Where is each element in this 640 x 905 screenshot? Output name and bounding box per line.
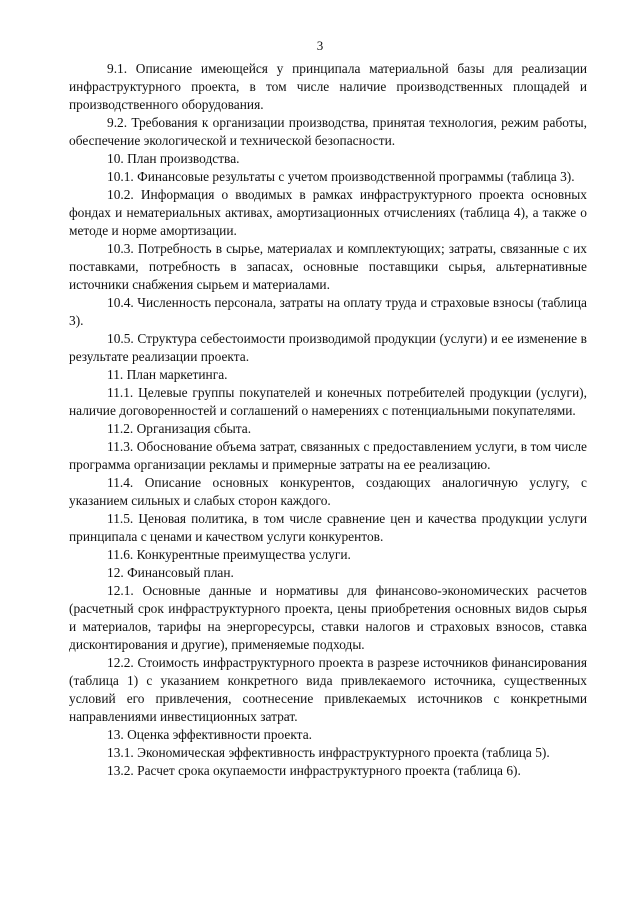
paragraph-10-2: 10.2. Информация о вводимых в рамках инфраструктурного проекта основных фондах и нематериальных активах, амортизационных отчислениях (таблица 4), а также о методе и норме амортизации.: [69, 187, 587, 238]
paragraph-11-2: 11.2. Организация сбыта.: [107, 421, 252, 436]
paragraph-11-1: 11.1. Целевые группы покупателей и конечных потребителей продукции (услуги), наличие договоренностей и соглашений о намерениях с потенциальными покупателями.: [69, 385, 587, 418]
document-body: [69, 60, 587, 780]
section-heading-12: 12. Финансовый план.: [107, 565, 234, 580]
paragraph-10-3: 10.3. Потребность в сырье, материалах и комплектующих; затраты, связанные с их поставками, потребность в запасах, основные поставщики сырья, альтернативные источники снабжения сырьем и материалами.: [69, 241, 587, 292]
section-heading-13: 13. Оценка эффективности проекта.: [107, 727, 312, 742]
paragraph-12-1: 12.1. Основные данные и нормативы для финансово-экономических расчетов (расчетный срок инфраструктурного проекта, цены приобретения основных видов сырья и материалов, тарифы на энергоресурсы, ставки налогов и страховых взносов, ставка дисконтирования и другие), применяемые подходы.: [69, 583, 587, 652]
paragraph-13-2: 13.2. Расчет срока окупаемости инфраструктурного проекта (таблица 6).: [107, 763, 521, 778]
paragraph-10-1: 10.1. Финансовые результаты с учетом производственной программы (таблица 3).: [107, 169, 575, 184]
section-heading-11: 11. План маркетинга.: [107, 367, 228, 382]
page-number: 3: [316, 38, 324, 53]
paragraph-9-1: 9.1. Описание имеющейся у принципала материальной базы для реализации инфраструктурного проекта, в том числе наличие производственных площадей и производственного оборудования.: [69, 61, 587, 112]
paragraph-11-5: 11.5. Ценовая политика, в том числе сравнение цен и качества продукции услуги принципала с ценами и качеством услуги конкурентов.: [69, 511, 587, 544]
paragraph-10-4: 10.4. Численность персонала, затраты на оплату труда и страховые взносы (таблица 3).: [69, 295, 587, 328]
paragraph-11-4: 11.4. Описание основных конкурентов, создающих аналогичную услугу, с указанием сильных и слабых сторон каждого.: [69, 475, 587, 508]
paragraph-9-2: 9.2. Требования к организации производства, принятая технология, режим работы, обеспечение экологической и технической безопасности.: [69, 115, 587, 148]
paragraph-13-1: 13.1. Экономическая эффективность инфраструктурного проекта (таблица 5).: [107, 745, 550, 760]
section-heading-10: 10. План производства.: [107, 151, 240, 166]
paragraph-10-5: 10.5. Структура себестоимости производимой продукции (услуги) и ее изменение в результате реализации проекта.: [69, 331, 587, 364]
paragraph-12-2: 12.2. Стоимость инфраструктурного проекта в разрезе источников финансирования (таблица 1) с указанием конкретного вида привлекаемого источника, существенных условий его привлечения, соотнесение привлекаемых источников с конкретными направлениями инвестиционных затрат.: [69, 655, 587, 724]
paragraph-11-6: 11.6. Конкурентные преимущества услуги.: [107, 547, 351, 562]
paragraph-11-3: 11.3. Обоснование объема затрат, связанных с предоставлением услуги, в том числе программа организации рекламы и примерные затраты на ее реализацию.: [69, 439, 587, 472]
